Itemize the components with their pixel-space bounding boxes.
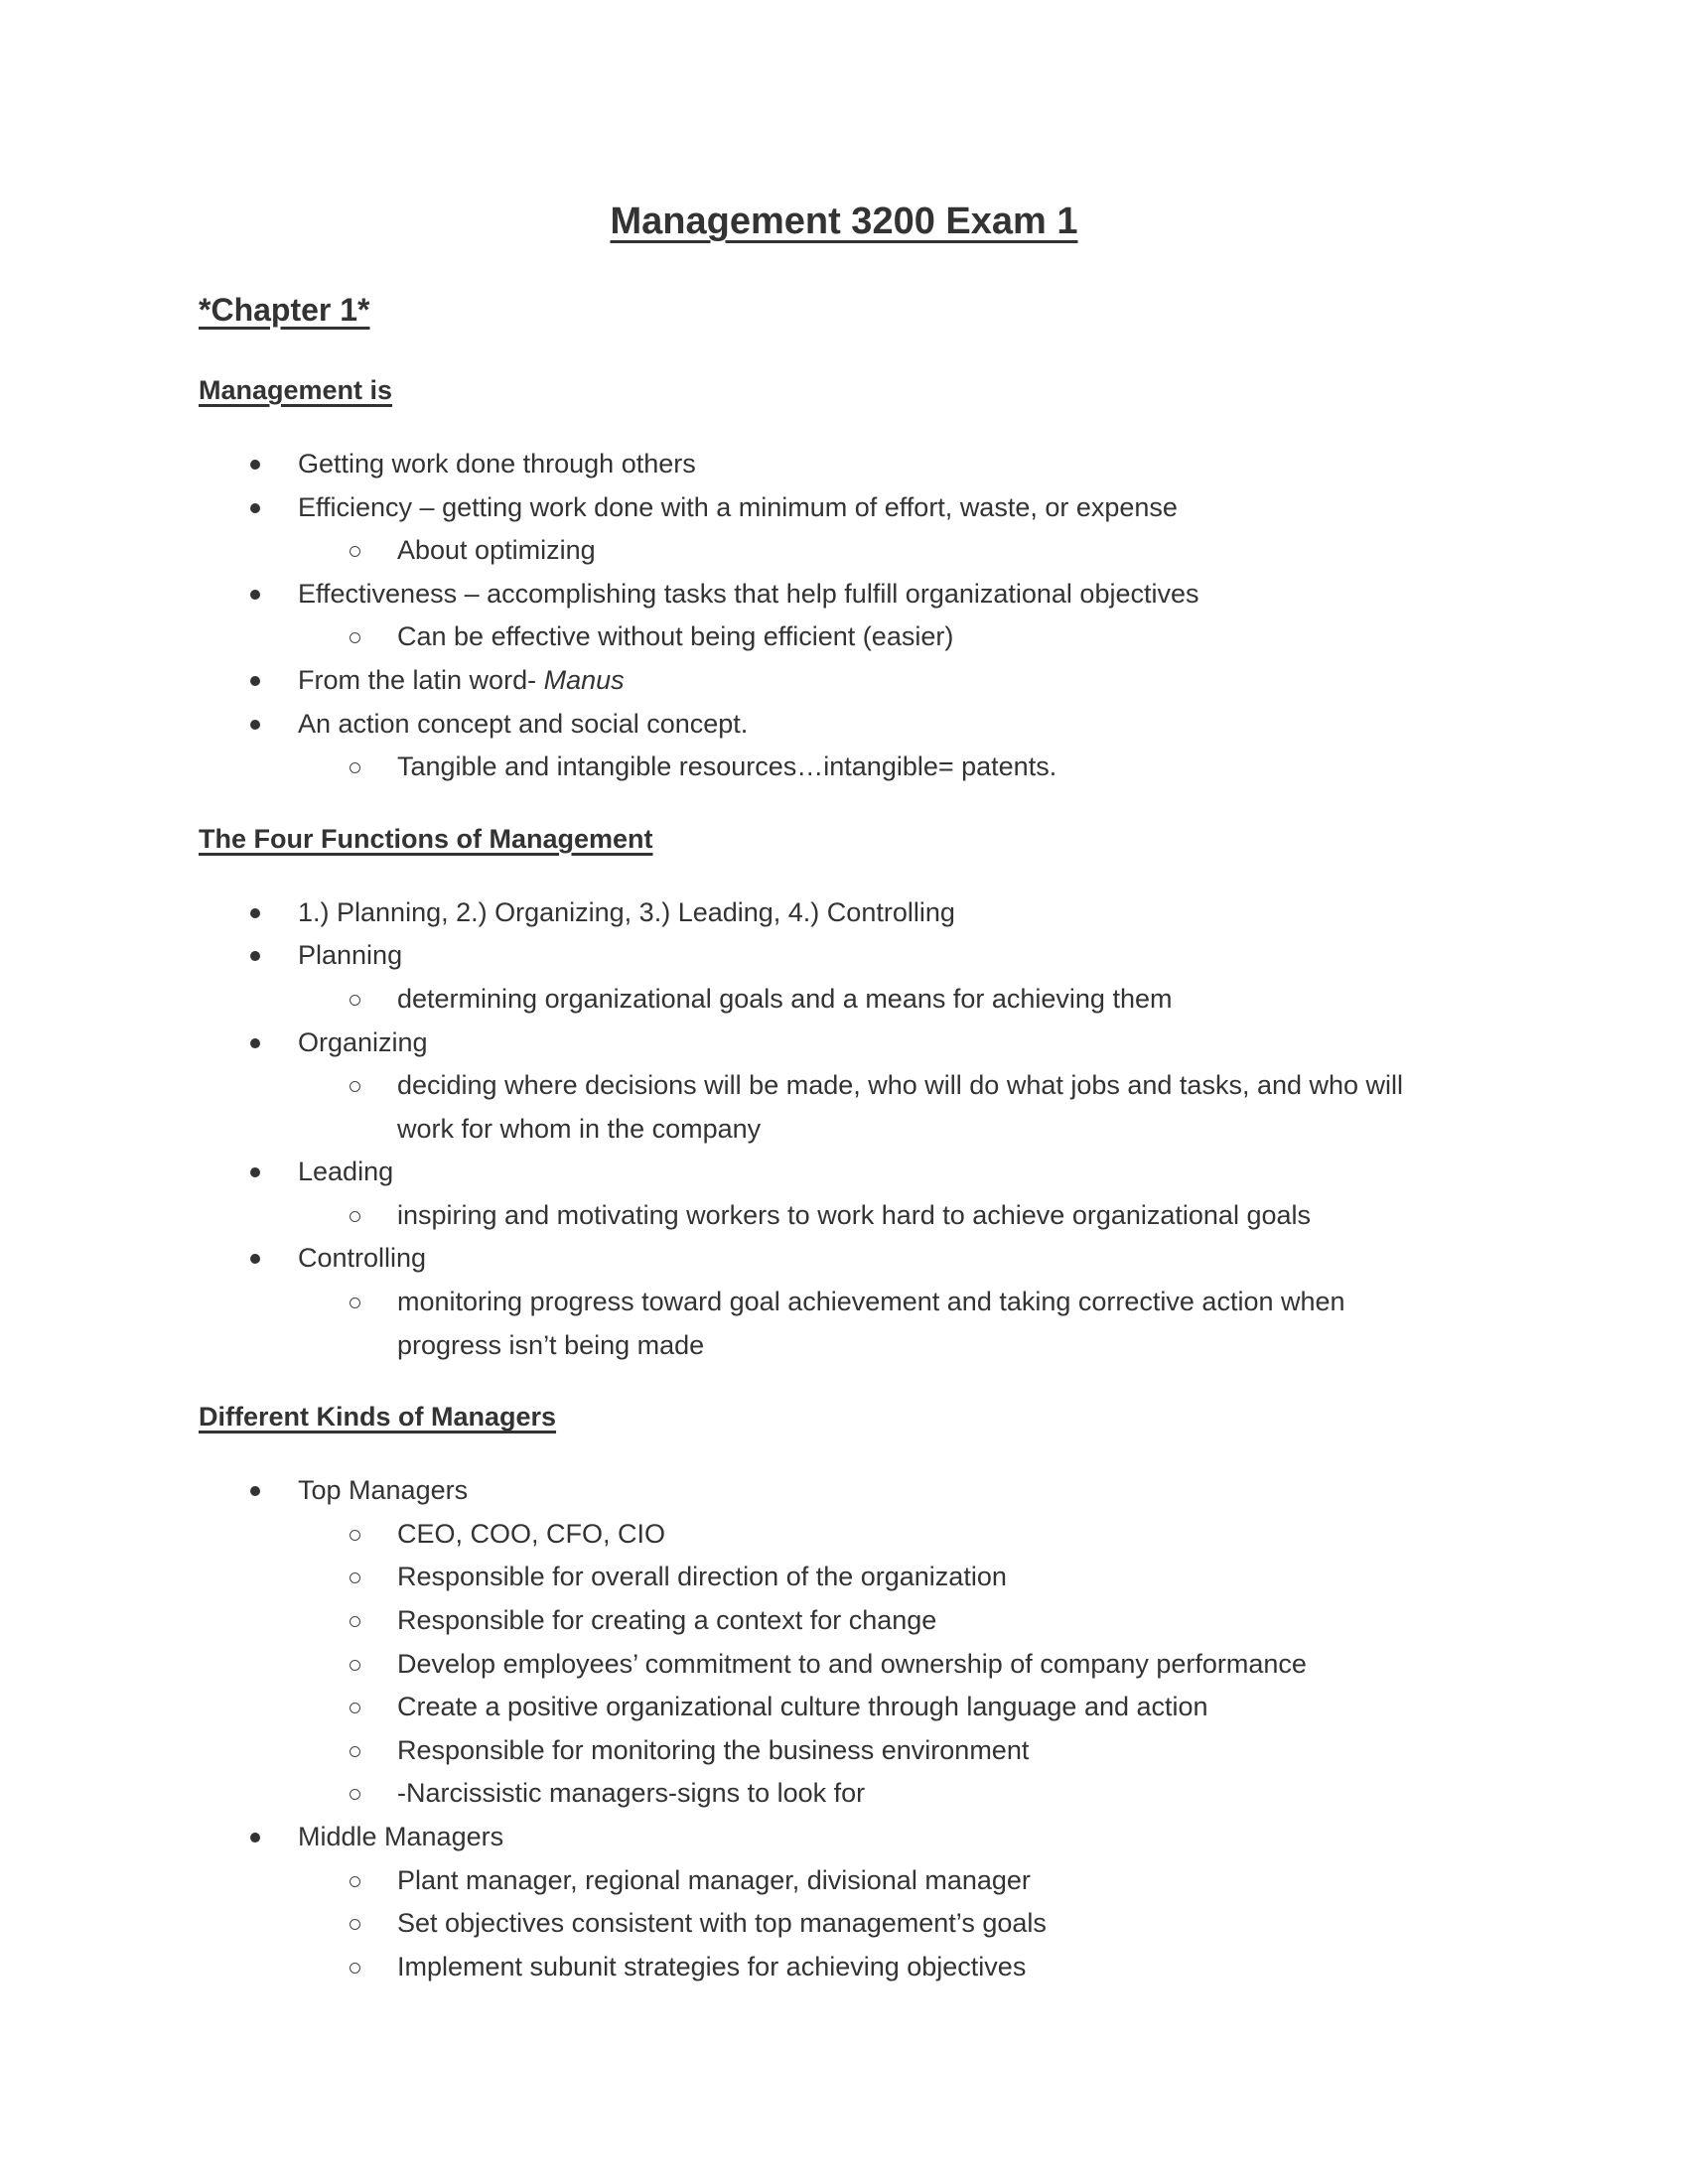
list-item-text: Implement subunit strategies for achieving objectives [397, 1951, 1027, 1981]
list-item [0, 486, 1688, 530]
hollow-bullet-icon [350, 1297, 360, 1308]
list-item-text: About optimizing [397, 535, 596, 566]
hollow-bullet-icon [350, 1530, 360, 1541]
filled-bullet-icon [250, 908, 260, 918]
sub-list-item [0, 1513, 1688, 1557]
hollow-bullet-icon [350, 1876, 360, 1887]
list-item [0, 703, 1688, 747]
section-four-functions [0, 818, 1688, 1368]
hollow-bullet-icon [350, 1919, 360, 1930]
list-item-text [298, 659, 625, 703]
filled-bullet-icon [250, 590, 260, 600]
sub-list-item [0, 1902, 1688, 1946]
sub-list-item [0, 1946, 1688, 1989]
filled-bullet-icon [250, 1167, 260, 1177]
sub-list-item-continuation [0, 1324, 1688, 1368]
bullet-list [0, 443, 1688, 789]
list-item-text-continuation: progress isn’t being made [397, 1329, 705, 1360]
list-item-text: deciding where decisions will be made, who will do what jobs and tasks, and who will [397, 1070, 1404, 1101]
list-item-text: determining organizational goals and a means for achieving them [397, 983, 1173, 1014]
list-item-text-plain: From the latin word- [298, 664, 544, 695]
list-item-text: -Narcissistic managers-signs to look for [397, 1778, 866, 1809]
section-heading-text: Management is [199, 375, 393, 405]
list-item [0, 1469, 1688, 1513]
document-body [0, 369, 1688, 1988]
filled-bullet-icon [250, 460, 260, 470]
sub-list-item [0, 1643, 1688, 1687]
hollow-bullet-icon [350, 1963, 360, 1974]
sub-list-item [0, 1859, 1688, 1903]
filled-bullet-icon [250, 503, 260, 513]
list-item-text: Create a positive organizational culture through language and action [397, 1692, 1208, 1722]
list-item [0, 1022, 1688, 1065]
list-item [0, 891, 1688, 935]
sub-list-item [0, 1281, 1688, 1324]
section-kinds-of-managers [0, 1396, 1688, 1988]
sub-list-item [0, 978, 1688, 1022]
sub-list-item-continuation [0, 1108, 1688, 1152]
list-item-text: Top Managers [298, 1475, 469, 1506]
list-item-text: Responsible for monitoring the business environment [397, 1734, 1030, 1765]
sub-list-item [0, 1686, 1688, 1729]
bullet-list [0, 1469, 1688, 1988]
sub-list-item [0, 1194, 1688, 1238]
list-item-text: Develop employees’ commitment to and ownership of company performance [397, 1648, 1307, 1679]
hollow-bullet-icon [350, 1211, 360, 1222]
hollow-bullet-icon [350, 762, 360, 773]
hollow-bullet-icon [350, 1660, 360, 1671]
section-heading-text: The Four Functions of Management [199, 823, 653, 854]
sub-list-item [0, 1729, 1688, 1773]
list-item-text-italic: Manus [543, 664, 625, 695]
sub-list-item [0, 746, 1688, 789]
list-item-text: Efficiency – getting work done with a minimum of effort, waste, or expense [298, 491, 1178, 522]
sub-list-item [0, 1772, 1688, 1816]
list-item-text: monitoring progress toward goal achievement and taking corrective action when [397, 1287, 1345, 1317]
section-heading-text: Different Kinds of Managers [199, 1402, 557, 1433]
bullet-list [0, 891, 1688, 1368]
list-item-text: Getting work done through others [298, 448, 696, 478]
chapter-heading-text: *Chapter 1* [199, 292, 370, 328]
list-item [0, 1237, 1688, 1281]
filled-bullet-icon [250, 676, 260, 686]
list-item-text: Can be effective without being efficient (easier) [397, 621, 954, 652]
section-heading [199, 818, 1688, 862]
list-item-text: Middle Managers [298, 1821, 504, 1851]
section-heading [199, 369, 1688, 413]
list-item-text: Set objectives consistent with top management’s goals [397, 1908, 1047, 1939]
hollow-bullet-icon [350, 546, 360, 557]
list-item-text: An action concept and social concept. [298, 708, 749, 739]
list-item-text: 1.) Planning, 2.) Organizing, 3.) Leading, 4.) Controlling [298, 896, 955, 927]
list-item-text: Responsible for creating a context for change [397, 1605, 937, 1636]
list-item [0, 659, 1688, 703]
hollow-bullet-icon [350, 632, 360, 643]
list-item-text: Effectiveness – accomplishing tasks that help fulfill organizational objectives [298, 578, 1199, 609]
filled-bullet-icon [250, 1038, 260, 1048]
list-item [0, 443, 1688, 486]
filled-bullet-icon [250, 720, 260, 730]
sub-list-item [0, 1556, 1688, 1599]
list-item-text: Leading [298, 1157, 394, 1187]
list-item-text: Responsible for overall direction of the organization [397, 1562, 1007, 1592]
hollow-bullet-icon [350, 995, 360, 1006]
list-item-text: inspiring and motivating workers to work hard to achieve organizational goals [397, 1199, 1311, 1230]
hollow-bullet-icon [350, 1572, 360, 1583]
document-title-text: Management 3200 Exam 1 [610, 201, 1078, 242]
list-item-text: CEO, COO, CFO, CIO [397, 1518, 666, 1549]
list-item-text: Tangible and intangible resources…intangible= patents. [397, 751, 1057, 782]
list-item-text: Planning [298, 940, 403, 971]
hollow-bullet-icon [350, 1703, 360, 1713]
list-item-text: Plant manager, regional manager, divisional manager [397, 1864, 1031, 1895]
sub-list-item [0, 1599, 1688, 1643]
list-item [0, 1816, 1688, 1859]
list-item [0, 573, 1688, 616]
section-heading [199, 1396, 1688, 1439]
filled-bullet-icon [250, 1486, 260, 1496]
list-item [0, 1151, 1688, 1194]
filled-bullet-icon [250, 951, 260, 961]
list-item-text-continuation: work for whom in the company [397, 1113, 762, 1144]
hollow-bullet-icon [350, 1616, 360, 1627]
sub-list-item [0, 529, 1688, 573]
filled-bullet-icon [250, 1833, 260, 1843]
section-management-is [0, 369, 1688, 789]
list-item [0, 934, 1688, 978]
sub-list-item [0, 615, 1688, 659]
list-item-text: Controlling [298, 1243, 427, 1274]
hollow-bullet-icon [350, 1081, 360, 1092]
hollow-bullet-icon [350, 1789, 360, 1800]
filled-bullet-icon [250, 1254, 260, 1264]
chapter-heading [199, 288, 370, 332]
list-item-text: Organizing [298, 1026, 428, 1057]
sub-list-item [0, 1064, 1688, 1108]
document-title [0, 197, 1688, 246]
hollow-bullet-icon [350, 1746, 360, 1757]
